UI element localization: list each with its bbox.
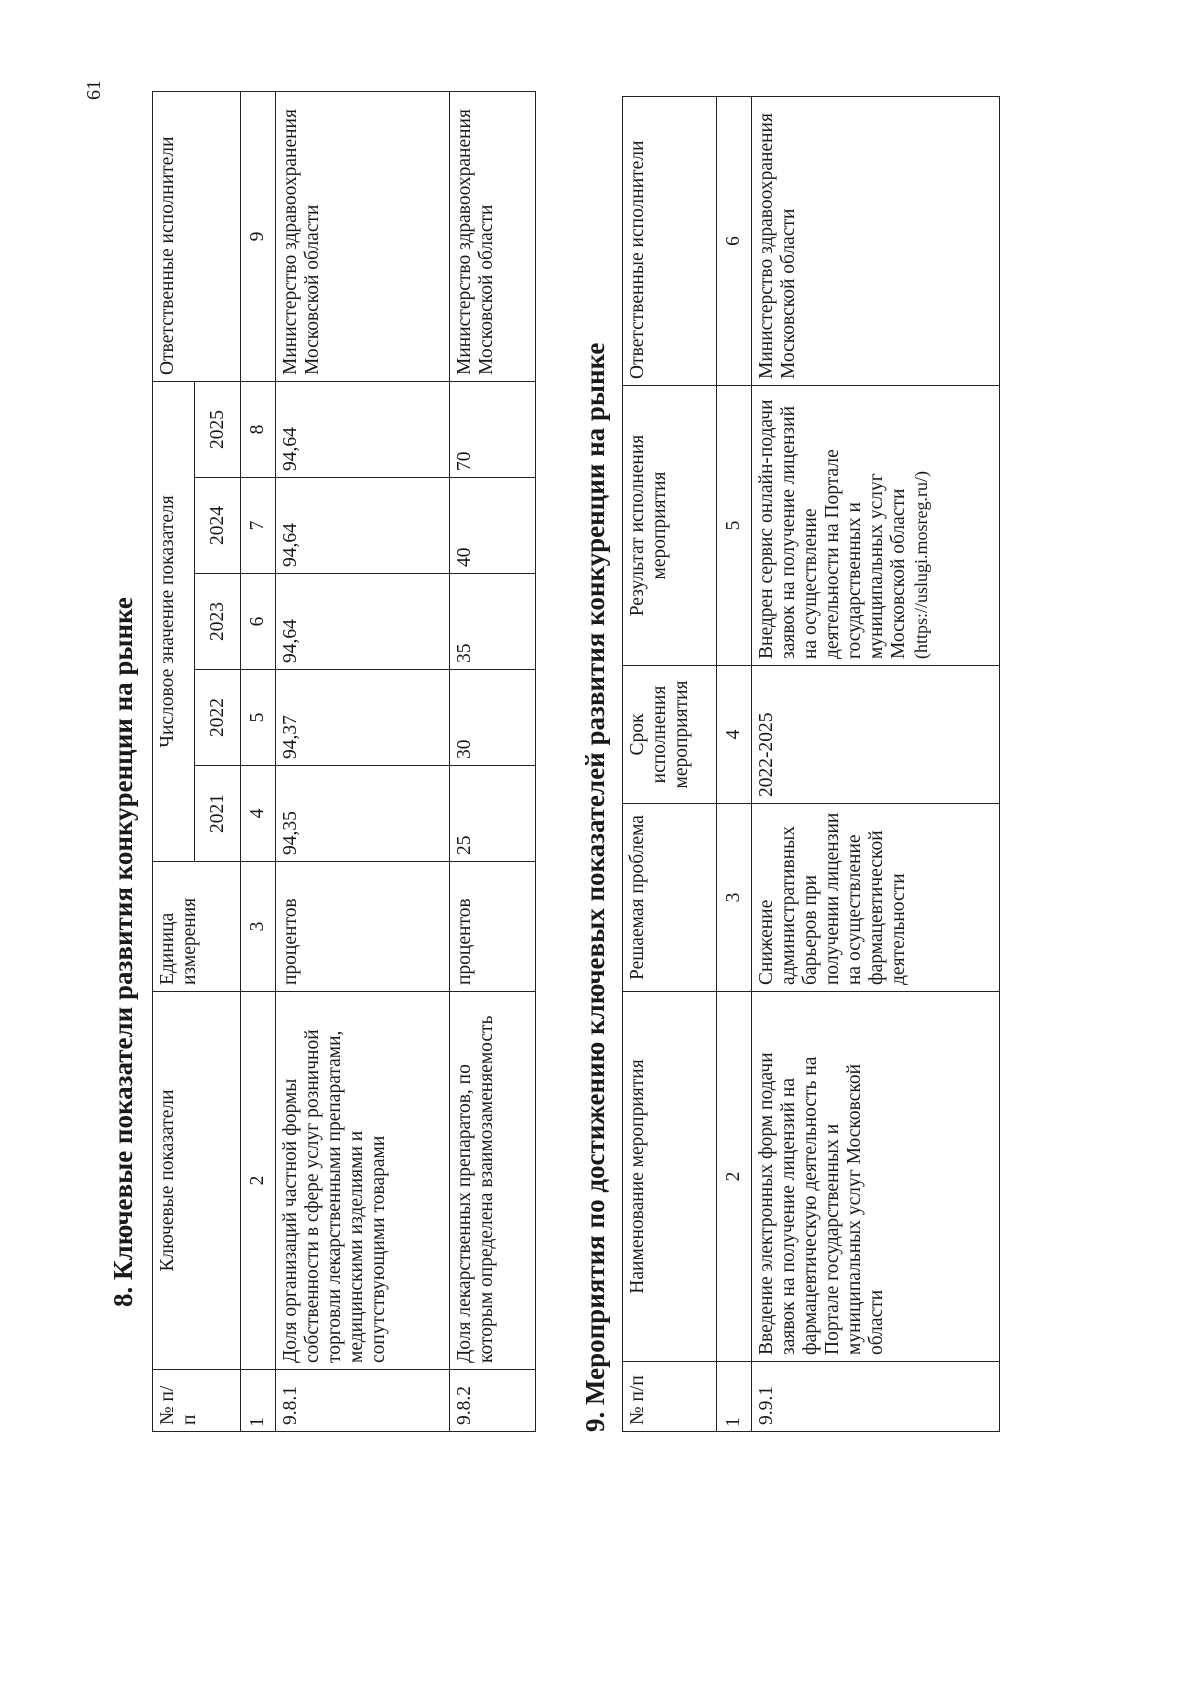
result-text: Внедрен сервис онлайн-подачи заявок на получение лицензий на осуществление деятельности на Портале государственных и муниципальных услуг Московской области [756,399,909,659]
value-cell: 35 [450,574,536,670]
executor-cell: Министерство здравоохранения Московской области [276,92,450,382]
column-number: 5 [241,670,276,766]
column-numbers-row [717,97,752,1432]
term-cell: 2022-2025 [752,666,1000,804]
value-cell: 94,64 [276,574,450,670]
key-indicators-table [152,91,536,1432]
column-number: 8 [241,382,276,478]
problem-cell: Снижение административных барьеров при получении лицензии на осуществление фармацевтической деятельности [752,804,1000,992]
header-year: 2022 [195,670,241,766]
column-number: 6 [717,97,752,386]
header-year: 2025 [195,382,241,478]
row-number: 9.8.1 [276,1370,450,1432]
column-number: 1 [241,1370,276,1432]
measure-name: Введение электронных форм подачи заявок на получение лицензий на фармацевтическую деятельность на Портале государственных и муниципальных услуг Московской области [752,992,1000,1362]
header-year: 2021 [195,766,241,862]
column-number: 1 [717,1362,752,1432]
section-8-title: 8. Ключевые показатели развития конкуренции на рынке [108,597,138,1307]
header-row [623,97,717,1432]
header-executors: Ответственные исполнители [623,97,717,386]
value-cell: 70 [450,382,536,478]
header-result: Результат исполнения мероприятия [623,386,717,666]
header-indicator: Ключевые показатели [153,992,241,1370]
value-cell: 30 [450,670,536,766]
column-number: 7 [241,478,276,574]
table-row [276,92,450,1432]
row-number: 9.9.1 [752,1362,1000,1432]
result-url: (https://uslugi.mosreg.ru/) [911,471,931,659]
indicator-name: Доля организаций частной формы собственности в сфере услуг розничной торговли лекарственными препаратами, медицинскими изделиями и сопутствующими товарами [276,992,450,1370]
row-number: 9.8.2 [450,1370,536,1432]
header-executors: Ответственные исполнители [153,92,241,382]
value-cell: 40 [450,478,536,574]
column-numbers-row [241,92,276,1432]
column-number: 2 [241,992,276,1370]
measures-table [622,96,1000,1432]
header-problem: Решаемая проблема [623,804,717,992]
value-cell: 94,37 [276,670,450,766]
header-term: Срок исполнения мероприятия [623,666,717,804]
executor-cell: Министерство здравоохранения Московской области [752,97,1000,386]
column-number: 9 [241,92,276,382]
column-number: 2 [717,992,752,1362]
column-number: 4 [241,766,276,862]
column-number: 3 [241,862,276,992]
table-row [752,97,1000,1432]
header-unit: Единица измерения [153,862,241,992]
header-value-group: Числовое значение показателя [153,382,195,862]
header-no: № п/п [153,1370,241,1432]
page-number: 61 [83,80,105,100]
column-number: 4 [717,666,752,804]
header-no: № п/п [623,1362,717,1432]
column-number: 3 [717,804,752,992]
header-row [153,92,195,1432]
unit-cell: процентов [450,862,536,992]
indicator-name: Доля лекарственных препаратов, по которым определена взаимозаменяемость [450,992,536,1370]
header-name: Наименование мероприятия [623,992,717,1362]
header-year: 2024 [195,478,241,574]
section-9-title: 9. Мероприятия по достижению ключевых показателей развития конкуренции на рынке [580,342,610,1432]
value-cell: 25 [450,766,536,862]
value-cell: 94,64 [276,478,450,574]
value-cell: 94,35 [276,766,450,862]
table-row [450,92,536,1432]
value-cell: 94,64 [276,382,450,478]
column-number: 6 [241,574,276,670]
result-cell [752,386,1000,666]
executor-cell: Министерство здравоохранения Московской области [450,92,536,382]
column-number: 5 [717,386,752,666]
header-year: 2023 [195,574,241,670]
unit-cell: процентов [276,862,450,992]
